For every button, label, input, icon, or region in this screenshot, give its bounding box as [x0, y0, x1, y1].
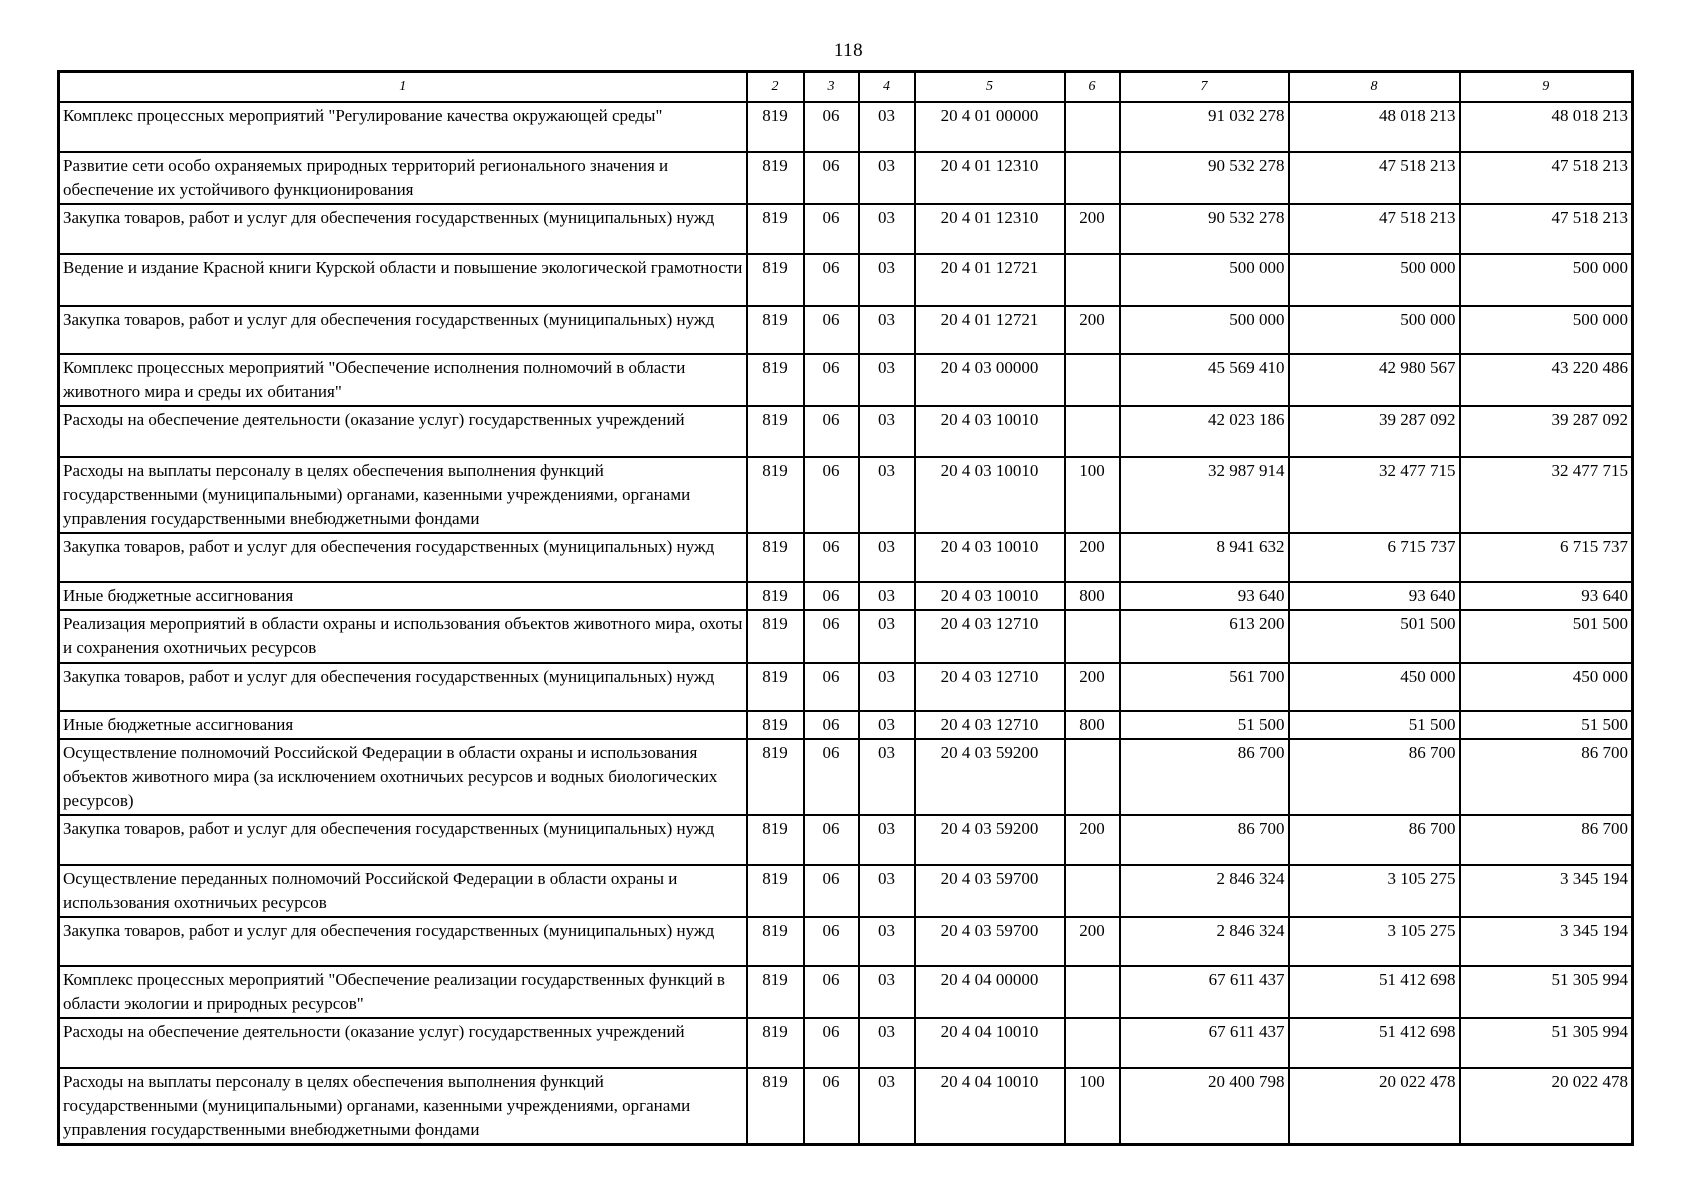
- table-row: [59, 966, 1633, 1018]
- cell-code-subsection: 03: [859, 1018, 915, 1068]
- cell-amount-col-9: 39 287 092: [1460, 406, 1633, 457]
- cell-code-expense-type: 200: [1065, 533, 1120, 582]
- cell-code-expense-type: [1065, 152, 1120, 204]
- cell-code-section: 06: [804, 204, 859, 254]
- cell-code-grbs: 819: [747, 663, 804, 711]
- cell-code-grbs: 819: [747, 1018, 804, 1068]
- cell-amount-col-9: 43 220 486: [1460, 354, 1633, 406]
- cell-amount-col-7: 2 846 324: [1120, 865, 1289, 917]
- table-row: [59, 917, 1633, 966]
- table-row: [59, 582, 1633, 610]
- cell-amount-col-7: 500 000: [1120, 254, 1289, 306]
- cell-code-section: 06: [804, 457, 859, 533]
- cell-code-target-item: 20 4 03 12710: [915, 711, 1065, 739]
- cell-code-target-item: 20 4 01 00000: [915, 102, 1065, 152]
- cell-amount-col-9: 51 305 994: [1460, 966, 1633, 1018]
- cell-code-section: 06: [804, 152, 859, 204]
- cell-amount-col-7: 67 611 437: [1120, 966, 1289, 1018]
- cell-name: Развитие сети особо охраняемых природных территорий регионального значения и обеспечение их устойчивого функционирования: [59, 152, 747, 204]
- cell-amount-col-8: 501 500: [1289, 610, 1460, 663]
- table-row: [59, 533, 1633, 582]
- cell-amount-col-8: 20 022 478: [1289, 1068, 1460, 1145]
- cell-name: Закупка товаров, работ и услуг для обеспечения государственных (муниципальных) нужд: [59, 306, 747, 354]
- cell-code-grbs: 819: [747, 102, 804, 152]
- cell-code-grbs: 819: [747, 610, 804, 663]
- cell-code-subsection: 03: [859, 406, 915, 457]
- cell-code-target-item: 20 4 03 59700: [915, 865, 1065, 917]
- column-numbers-row: [59, 72, 1633, 103]
- cell-code-subsection: 03: [859, 966, 915, 1018]
- cell-code-section: 06: [804, 254, 859, 306]
- cell-name: Расходы на выплаты персоналу в целях обеспечения выполнения функций государственными (муниципальными) органами, казенными учреждениями, органами управления государственными внебюджетными фондами: [59, 1068, 747, 1145]
- cell-code-grbs: 819: [747, 739, 804, 815]
- cell-code-section: 06: [804, 739, 859, 815]
- cell-code-section: 06: [804, 663, 859, 711]
- cell-amount-col-7: 8 941 632: [1120, 533, 1289, 582]
- cell-code-subsection: 03: [859, 533, 915, 582]
- cell-code-section: 06: [804, 1068, 859, 1145]
- page-number: 118: [833, 40, 864, 61]
- cell-code-section: 06: [804, 815, 859, 865]
- cell-code-target-item: 20 4 04 10010: [915, 1018, 1065, 1068]
- cell-amount-col-7: 42 023 186: [1120, 406, 1289, 457]
- cell-code-target-item: 20 4 03 10010: [915, 533, 1065, 582]
- cell-amount-col-7: 86 700: [1120, 815, 1289, 865]
- table-header: [59, 72, 1633, 103]
- cell-amount-col-7: 90 532 278: [1120, 152, 1289, 204]
- cell-code-subsection: 03: [859, 815, 915, 865]
- cell-code-subsection: 03: [859, 152, 915, 204]
- cell-amount-col-9: 500 000: [1460, 254, 1633, 306]
- cell-code-grbs: 819: [747, 711, 804, 739]
- cell-code-target-item: 20 4 01 12310: [915, 204, 1065, 254]
- cell-name: Комплекс процессных мероприятий "Обеспечение реализации государственных функций в области экологии и природных ресурсов": [59, 966, 747, 1018]
- cell-code-subsection: 03: [859, 306, 915, 354]
- cell-amount-col-8: 42 980 567: [1289, 354, 1460, 406]
- cell-name: Закупка товаров, работ и услуг для обеспечения государственных (муниципальных) нужд: [59, 815, 747, 865]
- cell-code-subsection: 03: [859, 582, 915, 610]
- cell-amount-col-8: 32 477 715: [1289, 457, 1460, 533]
- cell-name: Расходы на выплаты персоналу в целях обеспечения выполнения функций государственными (муниципальными) органами, казенными учреждениями, органами управления государственными внебюджетными фондами: [59, 457, 747, 533]
- cell-code-expense-type: 200: [1065, 815, 1120, 865]
- cell-amount-col-7: 20 400 798: [1120, 1068, 1289, 1145]
- cell-name: Закупка товаров, работ и услуг для обеспечения государственных (муниципальных) нужд: [59, 917, 747, 966]
- table-row: [59, 1068, 1633, 1145]
- cell-code-target-item: 20 4 03 59200: [915, 815, 1065, 865]
- cell-amount-col-9: 501 500: [1460, 610, 1633, 663]
- budget-table: [57, 70, 1634, 1146]
- cell-code-grbs: 819: [747, 966, 804, 1018]
- cell-amount-col-9: 3 345 194: [1460, 865, 1633, 917]
- column-header-6: 6: [1065, 72, 1120, 103]
- table-row: [59, 663, 1633, 711]
- cell-code-expense-type: [1065, 406, 1120, 457]
- column-header-7: 7: [1120, 72, 1289, 103]
- cell-amount-col-9: 6 715 737: [1460, 533, 1633, 582]
- cell-amount-col-7: 91 032 278: [1120, 102, 1289, 152]
- cell-code-target-item: 20 4 04 00000: [915, 966, 1065, 1018]
- cell-amount-col-8: 51 412 698: [1289, 1018, 1460, 1068]
- cell-amount-col-7: 51 500: [1120, 711, 1289, 739]
- cell-amount-col-8: 450 000: [1289, 663, 1460, 711]
- cell-code-target-item: 20 4 03 00000: [915, 354, 1065, 406]
- cell-code-target-item: 20 4 03 12710: [915, 610, 1065, 663]
- table-row: [59, 102, 1633, 152]
- cell-amount-col-7: 93 640: [1120, 582, 1289, 610]
- cell-code-grbs: 819: [747, 917, 804, 966]
- cell-code-subsection: 03: [859, 917, 915, 966]
- cell-name: Комплекс процессных мероприятий "Регулирование качества окружающей среды": [59, 102, 747, 152]
- cell-code-subsection: 03: [859, 354, 915, 406]
- cell-code-expense-type: [1065, 102, 1120, 152]
- cell-name: Реализация мероприятий в области охраны и использования объектов животного мира, охоты и сохранения охотничьих ресурсов: [59, 610, 747, 663]
- cell-name: Ведение и издание Красной книги Курской области и повышение экологической грамотности: [59, 254, 747, 306]
- cell-amount-col-7: 67 611 437: [1120, 1018, 1289, 1068]
- cell-amount-col-9: 3 345 194: [1460, 917, 1633, 966]
- cell-code-target-item: 20 4 03 10010: [915, 457, 1065, 533]
- cell-code-expense-type: 100: [1065, 1068, 1120, 1145]
- table-row: [59, 254, 1633, 306]
- cell-amount-col-8: 86 700: [1289, 815, 1460, 865]
- cell-amount-col-7: 86 700: [1120, 739, 1289, 815]
- cell-amount-col-9: 51 500: [1460, 711, 1633, 739]
- cell-code-section: 06: [804, 610, 859, 663]
- cell-name: Осуществление переданных полномочий Российской Федерации в области охраны и использования охотничьих ресурсов: [59, 865, 747, 917]
- cell-name: Закупка товаров, работ и услуг для обеспечения государственных (муниципальных) нужд: [59, 533, 747, 582]
- cell-code-expense-type: [1065, 354, 1120, 406]
- cell-code-grbs: 819: [747, 204, 804, 254]
- cell-name: Комплекс процессных мероприятий "Обеспечение исполнения полномочий в области животного мира и среды их обитания": [59, 354, 747, 406]
- cell-code-section: 06: [804, 917, 859, 966]
- cell-code-subsection: 03: [859, 711, 915, 739]
- cell-amount-col-8: 6 715 737: [1289, 533, 1460, 582]
- cell-amount-col-7: 32 987 914: [1120, 457, 1289, 533]
- cell-code-target-item: 20 4 01 12310: [915, 152, 1065, 204]
- cell-amount-col-7: 2 846 324: [1120, 917, 1289, 966]
- cell-code-target-item: 20 4 03 59700: [915, 917, 1065, 966]
- cell-name: Расходы на обеспечение деятельности (оказание услуг) государственных учреждений: [59, 1018, 747, 1068]
- cell-code-expense-type: [1065, 610, 1120, 663]
- cell-code-expense-type: [1065, 865, 1120, 917]
- table-body: [59, 102, 1633, 1145]
- cell-code-target-item: 20 4 03 12710: [915, 663, 1065, 711]
- table-row: [59, 865, 1633, 917]
- column-header-1: 1: [59, 72, 747, 103]
- cell-code-grbs: 819: [747, 815, 804, 865]
- cell-amount-col-9: 47 518 213: [1460, 152, 1633, 204]
- table-row: [59, 306, 1633, 354]
- cell-amount-col-7: 561 700: [1120, 663, 1289, 711]
- cell-amount-col-8: 3 105 275: [1289, 865, 1460, 917]
- cell-amount-col-9: 51 305 994: [1460, 1018, 1633, 1068]
- cell-name: Иные бюджетные ассигнования: [59, 711, 747, 739]
- column-header-5: 5: [915, 72, 1065, 103]
- cell-amount-col-8: 47 518 213: [1289, 204, 1460, 254]
- cell-code-section: 06: [804, 102, 859, 152]
- table-row: [59, 1018, 1633, 1068]
- cell-code-subsection: 03: [859, 610, 915, 663]
- cell-code-expense-type: [1065, 254, 1120, 306]
- cell-code-expense-type: 200: [1065, 204, 1120, 254]
- table-row: [59, 739, 1633, 815]
- cell-code-expense-type: [1065, 966, 1120, 1018]
- cell-amount-col-9: 20 022 478: [1460, 1068, 1633, 1145]
- cell-code-grbs: 819: [747, 406, 804, 457]
- table-row: [59, 610, 1633, 663]
- cell-code-section: 06: [804, 406, 859, 457]
- cell-name: Расходы на обеспечение деятельности (оказание услуг) государственных учреждений: [59, 406, 747, 457]
- cell-amount-col-9: 48 018 213: [1460, 102, 1633, 152]
- cell-code-target-item: 20 4 03 10010: [915, 582, 1065, 610]
- table-row: [59, 204, 1633, 254]
- cell-amount-col-8: 48 018 213: [1289, 102, 1460, 152]
- cell-amount-col-9: 93 640: [1460, 582, 1633, 610]
- cell-code-section: 06: [804, 966, 859, 1018]
- column-header-2: 2: [747, 72, 804, 103]
- table-row: [59, 815, 1633, 865]
- cell-amount-col-7: 500 000: [1120, 306, 1289, 354]
- cell-code-grbs: 819: [747, 457, 804, 533]
- cell-code-target-item: 20 4 03 10010: [915, 406, 1065, 457]
- cell-amount-col-9: 86 700: [1460, 815, 1633, 865]
- cell-code-target-item: 20 4 03 59200: [915, 739, 1065, 815]
- cell-code-expense-type: 100: [1065, 457, 1120, 533]
- cell-code-expense-type: 800: [1065, 711, 1120, 739]
- cell-code-subsection: 03: [859, 1068, 915, 1145]
- column-header-8: 8: [1289, 72, 1460, 103]
- cell-code-subsection: 03: [859, 663, 915, 711]
- cell-code-subsection: 03: [859, 865, 915, 917]
- table-row: [59, 406, 1633, 457]
- cell-code-section: 06: [804, 354, 859, 406]
- cell-amount-col-8: 47 518 213: [1289, 152, 1460, 204]
- cell-code-section: 06: [804, 711, 859, 739]
- cell-code-expense-type: 200: [1065, 917, 1120, 966]
- cell-amount-col-8: 3 105 275: [1289, 917, 1460, 966]
- cell-code-grbs: 819: [747, 306, 804, 354]
- cell-code-grbs: 819: [747, 254, 804, 306]
- cell-amount-col-7: 613 200: [1120, 610, 1289, 663]
- cell-code-section: 06: [804, 582, 859, 610]
- cell-code-expense-type: 200: [1065, 663, 1120, 711]
- cell-code-grbs: 819: [747, 865, 804, 917]
- cell-amount-col-7: 90 532 278: [1120, 204, 1289, 254]
- cell-amount-col-9: 32 477 715: [1460, 457, 1633, 533]
- cell-code-subsection: 03: [859, 457, 915, 533]
- cell-code-grbs: 819: [747, 582, 804, 610]
- cell-amount-col-8: 500 000: [1289, 254, 1460, 306]
- cell-code-section: 06: [804, 306, 859, 354]
- cell-code-target-item: 20 4 04 10010: [915, 1068, 1065, 1145]
- column-header-9: 9: [1460, 72, 1633, 103]
- cell-code-grbs: 819: [747, 354, 804, 406]
- cell-code-grbs: 819: [747, 152, 804, 204]
- cell-code-section: 06: [804, 533, 859, 582]
- cell-code-target-item: 20 4 01 12721: [915, 254, 1065, 306]
- cell-amount-col-7: 45 569 410: [1120, 354, 1289, 406]
- table-row: [59, 152, 1633, 204]
- table-row: [59, 354, 1633, 406]
- cell-amount-col-8: 39 287 092: [1289, 406, 1460, 457]
- cell-amount-col-9: 450 000: [1460, 663, 1633, 711]
- cell-code-subsection: 03: [859, 254, 915, 306]
- column-header-3: 3: [804, 72, 859, 103]
- cell-amount-col-8: 51 412 698: [1289, 966, 1460, 1018]
- cell-amount-col-8: 93 640: [1289, 582, 1460, 610]
- cell-code-expense-type: 200: [1065, 306, 1120, 354]
- cell-code-grbs: 819: [747, 1068, 804, 1145]
- cell-name: Закупка товаров, работ и услуг для обеспечения государственных (муниципальных) нужд: [59, 663, 747, 711]
- cell-amount-col-8: 51 500: [1289, 711, 1460, 739]
- table-row: [59, 711, 1633, 739]
- cell-amount-col-9: 86 700: [1460, 739, 1633, 815]
- cell-code-subsection: 03: [859, 204, 915, 254]
- cell-code-expense-type: 800: [1065, 582, 1120, 610]
- cell-code-target-item: 20 4 01 12721: [915, 306, 1065, 354]
- cell-code-section: 06: [804, 1018, 859, 1068]
- cell-name: Закупка товаров, работ и услуг для обеспечения государственных (муниципальных) нужд: [59, 204, 747, 254]
- cell-amount-col-8: 86 700: [1289, 739, 1460, 815]
- cell-code-subsection: 03: [859, 739, 915, 815]
- cell-name: Иные бюджетные ассигнования: [59, 582, 747, 610]
- cell-code-expense-type: [1065, 1018, 1120, 1068]
- cell-name: Осуществление полномочий Российской Федерации в области охраны и использования объектов животного мира (за исключением охотничьих ресурсов и водных биологических ресурсов): [59, 739, 747, 815]
- cell-code-grbs: 819: [747, 533, 804, 582]
- table-row: [59, 457, 1633, 533]
- cell-amount-col-9: 500 000: [1460, 306, 1633, 354]
- cell-amount-col-8: 500 000: [1289, 306, 1460, 354]
- column-header-4: 4: [859, 72, 915, 103]
- cell-code-expense-type: [1065, 739, 1120, 815]
- cell-amount-col-9: 47 518 213: [1460, 204, 1633, 254]
- cell-code-section: 06: [804, 865, 859, 917]
- cell-code-subsection: 03: [859, 102, 915, 152]
